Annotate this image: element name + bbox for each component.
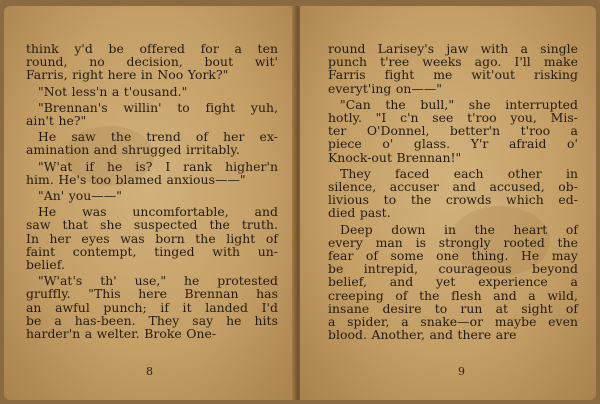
- left-page-text: [26, 42, 278, 343]
- text-line: punch t'ree weeks ago. I'll make: [328, 54, 578, 70]
- text-line: silence, accuser and accused, ob-: [328, 179, 578, 195]
- text-line: an awful punch; if it landed I'd: [26, 299, 278, 315]
- text-line: gruffly. "This here Brennan has: [26, 286, 278, 302]
- text-line: Knock-out Brennan!": [328, 149, 462, 165]
- paragraph: [26, 130, 278, 156]
- text-line: ain't he?": [26, 113, 87, 129]
- text-line: insane desire to run at sight of: [328, 300, 578, 316]
- left-page: [4, 6, 296, 400]
- text-line: think y'd be offered for a ten: [26, 41, 278, 56]
- paragraph: [26, 160, 278, 186]
- text-line: livious to the crowds which ed-: [328, 192, 578, 208]
- text-line: belief, and yet experience a: [328, 274, 578, 290]
- text-line: hotly. "I c'n see t'roo you, Mis-: [328, 110, 578, 126]
- text-line: ter O'Donnel, better'n t'roo a: [328, 123, 578, 139]
- text-line: "An' you——": [38, 188, 122, 204]
- text-line: be intrepid, courageous beyond: [328, 261, 578, 277]
- paragraph: [26, 101, 278, 127]
- text-line: died past.: [328, 205, 391, 221]
- right-page-text: [328, 42, 578, 344]
- text-line: "Not less'n a t'ousand.": [38, 83, 188, 99]
- text-line: He was uncomfortable, and: [38, 204, 278, 220]
- paragraph: [26, 189, 278, 202]
- text-line: amination and shrugged irritably.: [26, 142, 240, 158]
- page-number-left: 8: [146, 365, 153, 378]
- text-line: him. He's too blamed anxious——": [26, 171, 246, 187]
- paragraph: [328, 42, 578, 95]
- text-line: Farris fight me wit'out risking: [328, 67, 578, 83]
- text-line: "Brennan's willin' to fight yuh,: [38, 99, 278, 115]
- text-line: belief.: [26, 257, 65, 273]
- text-line: Farris, right here in Noo York?": [26, 67, 229, 83]
- text-line: piece o' glass. Y'r afraid o': [328, 136, 578, 152]
- text-line: He saw the trend of her ex-: [38, 129, 278, 145]
- text-line: every man is strongly rooted the: [328, 234, 578, 250]
- text-line: They faced each other in: [340, 165, 578, 181]
- text-line: round, no decision, bout wit': [26, 54, 278, 70]
- text-line: creeping of the flesh and a wild,: [328, 287, 578, 303]
- paragraph: [328, 98, 578, 164]
- paragraph: [26, 205, 278, 271]
- paragraph: [328, 223, 578, 342]
- right-page: [300, 6, 596, 400]
- text-line: fear of some one thing. He may: [328, 248, 578, 264]
- text-line: be a has-been. They say he hits: [26, 312, 278, 328]
- paragraph: [26, 42, 278, 82]
- paragraph: [26, 85, 278, 98]
- text-line: Deep down in the heart of: [340, 221, 578, 237]
- paragraph: [328, 167, 578, 220]
- text-line: a spider, a snake—or maybe even: [328, 314, 578, 330]
- text-line: harder'n a welter. Broke One-: [26, 326, 217, 342]
- text-line: saw that she suspected the truth.: [26, 217, 278, 233]
- page-number-right: 9: [458, 365, 465, 378]
- text-line: "W'at's th' use," he protested: [38, 273, 278, 289]
- text-line: everyt'ing on——": [328, 80, 443, 96]
- text-line: "Can the bull," she interrupted: [340, 96, 578, 112]
- text-line: round Larisey's jaw with a single: [328, 41, 578, 56]
- text-line: faint contempt, tinged with un-: [26, 243, 278, 259]
- paragraph: [26, 274, 278, 340]
- text-line: In her eyes was born the light of: [26, 230, 278, 246]
- text-line: blood. Another, and there are: [328, 327, 517, 343]
- text-line: "W'at if he is? I rank higher'n: [38, 158, 278, 174]
